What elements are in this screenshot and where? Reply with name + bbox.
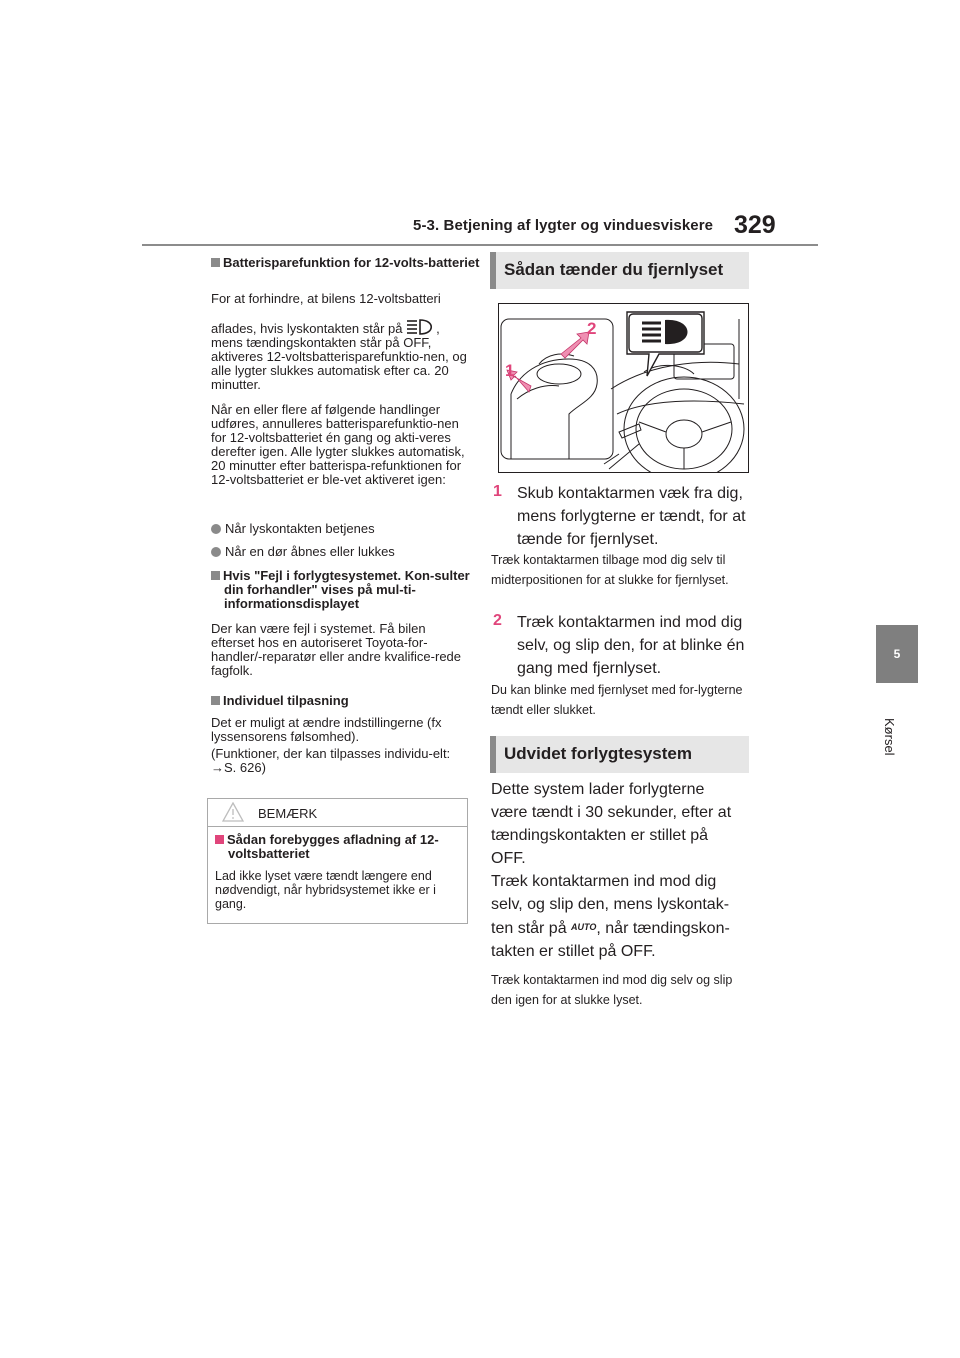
paragraph-cancel: Når en eller flere af følgende handlinger udføres, annulleres batterisparefunktio-nen for 12-voltsbatteriet én gang og akti-veres derefter igen. Alle lygter slukkes automatisk, 20 minutter efter batterispa-refunktionen for 12-voltsbatteriet er ble-vet aktiveret igen:	[211, 402, 465, 487]
list-item	[211, 545, 469, 559]
caution-text: Lad ikke lyset være tændt længere end nødvendigt, når hybridsystemet ikke er i gang.	[215, 869, 436, 911]
paragraph-text: (Funktioner, der kan tilpasses individu-elt:	[211, 746, 451, 761]
chapter-label: Kørsel	[882, 718, 897, 756]
high-beam-illustration	[498, 303, 749, 473]
section-heading-high-beam: Sådan tænder du fjernlyset	[490, 252, 749, 289]
heading-text: Individuel tilpasning	[223, 693, 349, 708]
paragraph-customization-ref	[211, 747, 469, 775]
headlight-icon	[406, 318, 436, 336]
steering-column-drawing	[499, 304, 749, 473]
paragraph-text: aflades, hvis lyskontakten står på	[211, 321, 407, 336]
paragraph-extended-cancel: Træk kontaktarmen ind mod dig selv og slip den igen for at slukke lyset.	[491, 973, 733, 1007]
step-number: 2	[493, 612, 502, 629]
step-2-note: Du kan blinke med fjernlyset med for-lygterne tændt eller slukket.	[491, 683, 743, 717]
heading-text: Batterisparefunktion for 12-volts-batteriet	[223, 255, 480, 270]
step-number: 1	[493, 483, 502, 500]
heading-battery-saver	[211, 256, 482, 270]
step-2	[493, 611, 751, 680]
list-item-text: Når en dør åbnes eller lukkes	[225, 544, 395, 559]
figure-label-2: 2	[587, 319, 597, 338]
caution-box-header	[207, 798, 468, 827]
paragraph-line: For at forhindre, at bilens 12-voltsbatteri	[211, 291, 441, 306]
paragraph-fault: Der kan være fejl i systemet. Få bilen efterset hos en autoriseret Toyota-for-handler/-reparatør eller andre kvalifice-rede fagfolk.	[211, 621, 462, 678]
paragraph-extended-desc: Dette system lader forlygterne være tændt i 30 sekunder, efter at tændingskontakten er stillet på OFF.	[491, 781, 732, 867]
square-bullet-icon	[211, 258, 220, 267]
list-item-text: Når lyskontakten betjenes	[225, 521, 375, 536]
figure-label-1: 1	[505, 361, 515, 380]
warning-triangle-icon	[222, 802, 244, 822]
step-1-note: Træk kontaktarmen tilbage mod dig selv til midterpositionen for at slukke for fjernlyset.	[491, 553, 729, 587]
step-text: Træk kontaktarmen ind mod dig selv, og slip den, for at blinke én gang med fjernlyset.	[517, 614, 745, 677]
paragraph-extended-howto	[491, 870, 749, 963]
paragraph-text: Træk kontaktarmen ind mod dig selv, og slip den, mens lyskontak-ten står på	[491, 873, 730, 937]
section-heading-extended-headlights: Udvidet forlygtesystem	[490, 736, 749, 773]
list-item	[211, 522, 469, 536]
square-bullet-icon	[211, 696, 220, 705]
heading-text: Hvis "Fejl i forlygtesystemet. Kon-sulter din forhandler" vises på mul-ti-informationsdisplayet	[223, 568, 470, 611]
heading-customization	[211, 694, 469, 708]
header-divider	[142, 244, 818, 246]
heading-headlight-fault	[211, 569, 482, 611]
step-text: Skub kontaktarmen væk fra dig, mens forlygterne er tændt, for at tænde for fjernlyset.	[517, 485, 746, 548]
caution-title: BEMÆRK	[258, 806, 318, 821]
arrow-right-icon: →	[211, 760, 224, 775]
round-bullet-icon	[211, 524, 221, 534]
chapter-tab: 5	[876, 625, 918, 683]
heading-text: Sådan forebygges afladning af 12-voltsbatteriet	[227, 832, 439, 861]
paragraph-battery-saver	[211, 318, 469, 392]
square-bullet-icon	[215, 835, 224, 844]
paragraph-text: , når tændingskon-takten er stillet på OFF.	[491, 920, 730, 960]
paragraph-customization: Det er muligt at ændre indstillingerne (fx lyssensorens følsomhed).	[211, 715, 442, 744]
round-bullet-icon	[211, 547, 221, 557]
page-number: 329	[734, 211, 776, 239]
paragraph-text: , mens tændingskontakten står på OFF, aktiveres 12-voltsbatterisparefunktio-nen, og alle lygter slukkes automatisk efter ca. 20 minutter.	[211, 321, 467, 392]
caution-heading	[215, 833, 476, 861]
step-1	[493, 482, 751, 551]
page-reference: S. 626)	[224, 760, 266, 775]
square-bullet-icon	[211, 571, 220, 580]
section-title: 5-3. Betjening af lygter og vinduesviskere	[413, 217, 714, 234]
auto-icon: AUTO	[571, 922, 597, 932]
